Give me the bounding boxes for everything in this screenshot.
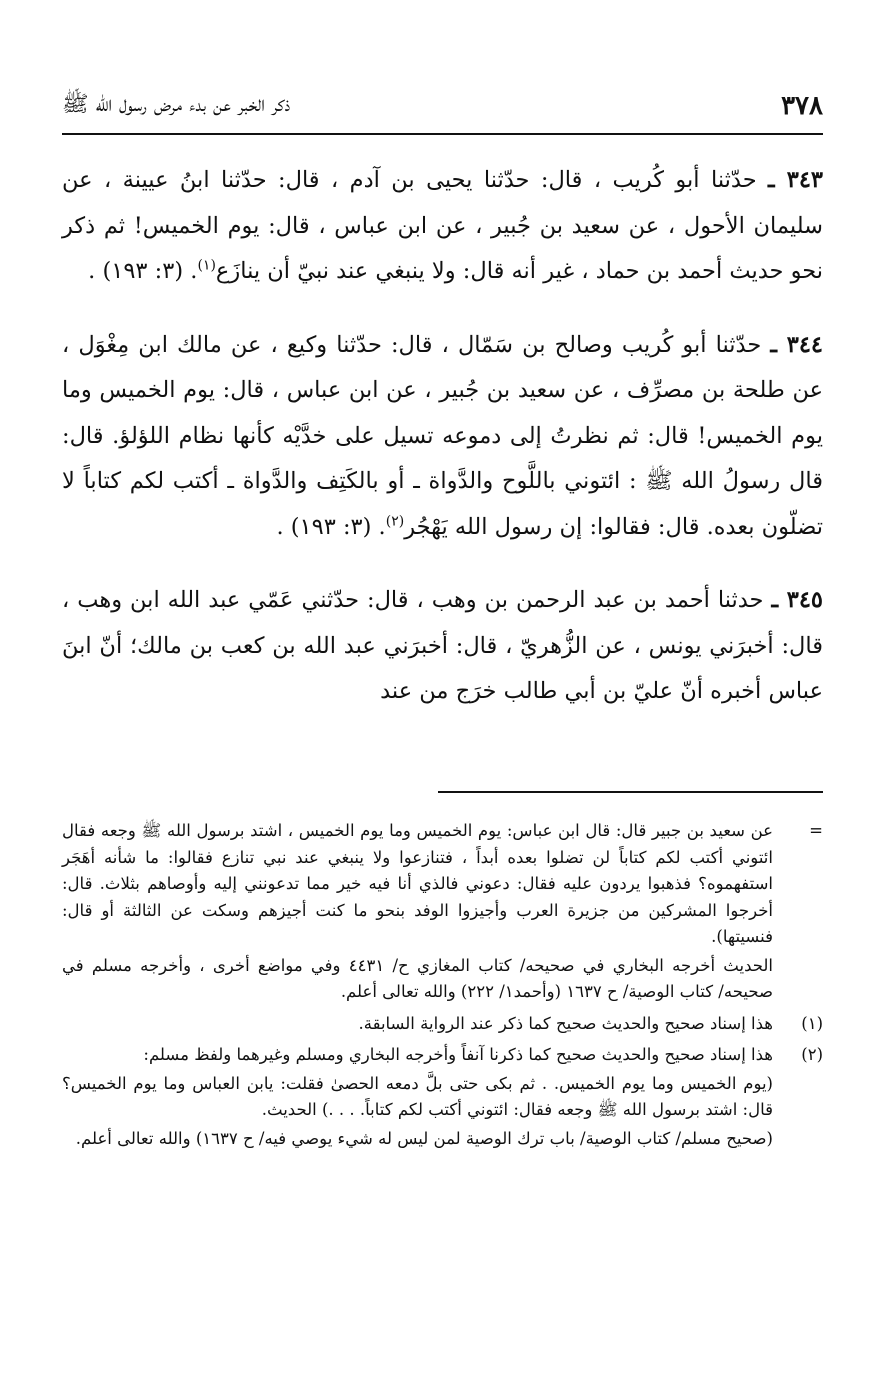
footnote-continuation [62, 818, 823, 1008]
hadith-text: حدثنا أحمد بن عبد الرحمن بن وهب ، قال: حدّثني عَمّي عبد الله ابن وهب ، قال: أخبرَني يونس ، عن الزُّهريّ ، قال: أخبرَني عبد الله بن كعب بن مالك؛ أنّ ابنَ عباس أخبره أنّ عليّ بن أبي طالب خرَج من عند [62, 587, 823, 704]
footnote-body [62, 1042, 773, 1154]
footnote-reference[interactable]: (٢) [385, 513, 405, 529]
footnote-paragraph: هذا إسناد صحيح والحديث صحيح كما ذكرنا آنفاً وأخرجه البخاري ومسلم وغيرهما ولفظ مسلم: [143, 1045, 773, 1064]
hadith-345 [62, 578, 823, 715]
footnote-body [62, 818, 773, 1008]
footnote-mark: = [809, 821, 823, 840]
footnote-2 [62, 1042, 823, 1154]
hadith-344 [62, 323, 823, 551]
page-number: ٣٧٨ [781, 91, 823, 121]
footnote-separator [438, 791, 823, 793]
hadith-citation: . (٣: ١٩٣) . [88, 258, 198, 284]
footnote-mark: (٢) [801, 1045, 823, 1064]
footnote-paragraph: هذا إسناد صحيح والحديث صحيح كما ذكر عند الرواية السابقة. [358, 1013, 773, 1033]
footnote-1 [62, 1011, 823, 1040]
footnote-body [62, 1011, 773, 1040]
hadith-text: حدّثنا أبو كُريب ، قال: حدّثنا يحيى بن آدم ، قال: حدّثنا ابنُ عيينة ، عن سليمان الأحول ، عن سعيد بن جُبير ، عن ابن عباس ، قال: يوم الخميس! ثم ذكر نحو حديث أحمد بن حماد ، غير أنه قال: ولا ينبغي عند نبيّ أن ينازَع [62, 167, 823, 284]
hadith-text: حدّثنا أبو كُريب وصالح بن سَمّال ، قال: حدّثنا وكيع ، عن مالك ابن مِغْوَل ، عن طلحة بن مصرِّف ، عن سعيد بن جُبير ، عن ابن عباس ، قال: يوم الخميس وما يوم الخميس! قال: ثم نظرتُ إلى دموعه تسيل على خدَّيْه كأنها نظام اللؤلؤ. قال: قال رسولُ الله ﷺ : ائتوني باللَّوح والدَّواة ـ أو بالكَتِف والدَّواة ـ أكتب لكم كتاباً لا تضلّون بعده. قال: فقالوا: إن رسول الله يَهْجُر [62, 331, 823, 540]
footnote-paragraph: الحديث أخرجه البخاري في صحيحه/ كتاب المغازي ح/ ٤٤٣١ وفي مواضع أخرى ، وأخرجه مسلم في صحيحه/ كتاب الوصية/ ح ١٦٣٧ (وأحمد١/ ٢٢٢) والله تعالى أعلم. [62, 955, 774, 1001]
hadith-number: ٣٤٣ ـ [768, 167, 823, 193]
footnote-paragraph: عن سعيد بن جبير قال: قال ابن عباس: يوم الخميس وما يوم الخميس ، اشتد برسول الله ﷺ وجعه فقال ائتوني أكتب لكم كتاباً لن تضلوا بعده أبداً ، فتنازعوا ولا ينبغي عند نبي تنازع فقالوا: ما شأنه أهَجَر استفهموه؟ فذهبوا يردون عليه فقال: دعوني فالذي أنا فيه خير مما تدعونني إليه وأوصاهم بثلاث. قال: أخرجوا المشركين من جزيرة العرب وأجيزوا الوفد بنحو ما كنت أجيزهم وسكت عن الثالثة أو قال: فنسيتها). [62, 821, 773, 946]
hadith-343 [62, 158, 823, 295]
hadith-number: ٣٤٤ ـ [770, 331, 823, 358]
footnote-mark: (١) [801, 1013, 823, 1033]
footnotes [62, 818, 823, 1157]
footnote-paragraph: (صحيح مسلم/ كتاب الوصية/ باب ترك الوصية لمن ليس له شيء يوصي فيه/ ح ١٦٣٧) والله تعالى أعلم. [75, 1128, 773, 1148]
running-title: ذكر الخبر عن بدء مرض رسول الله ﷺ [62, 92, 291, 117]
hadith-number: ٣٤٥ ـ [771, 587, 823, 613]
main-text [62, 158, 823, 743]
footnote-paragraph: (يوم الخميس وما يوم الخميس. . ثم بكى حتى بلَّ دمعه الحصىٰ فقلت: يابن العباس وما يوم الخميس؟ قال: اشتد برسول الله ﷺ وجعه فقال: ائتوني أكتب لكم كتاباً. . . .) الحديث. [62, 1073, 773, 1119]
hadith-citation: . (٣: ١٩٣) . [276, 513, 386, 540]
running-header [62, 86, 823, 126]
header-rule [62, 133, 823, 135]
footnote-reference[interactable]: (١) [197, 257, 216, 274]
